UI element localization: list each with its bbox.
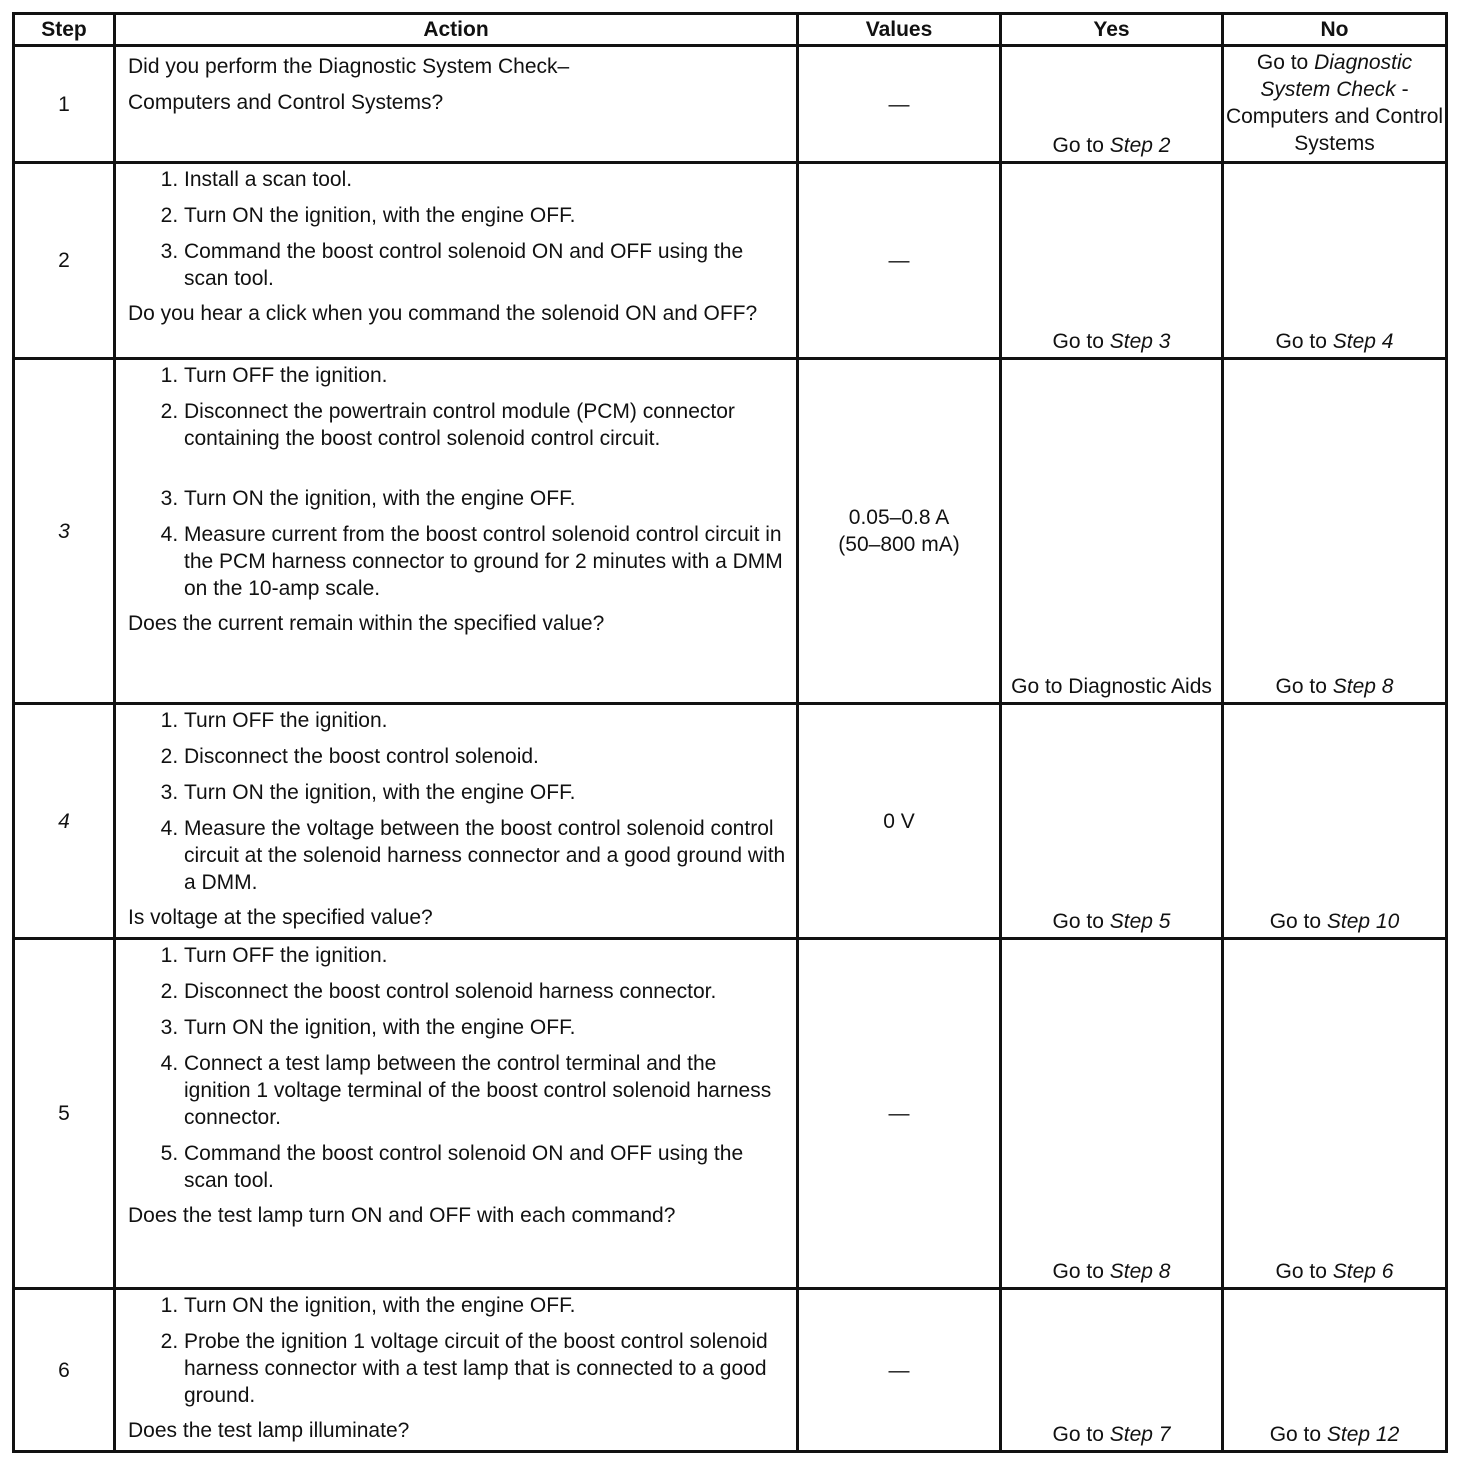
yes-prefix: Go to <box>1052 134 1110 157</box>
header-no: No <box>1223 14 1447 46</box>
no-cell <box>1223 163 1447 359</box>
yes-prefix: Go to <box>1052 910 1110 933</box>
action-item: 1. Turn OFF the ignition. <box>184 707 788 734</box>
yes-cell <box>1001 704 1223 939</box>
action-item: 3. Turn ON the ignition, with the engine OFF. <box>184 779 788 806</box>
header-row <box>14 14 1447 46</box>
yes-cell <box>1001 1289 1223 1452</box>
yes-step-link[interactable]: Step 5 <box>1109 910 1171 933</box>
action-item: 2. Turn ON the ignition, with the engine OFF. <box>184 202 788 229</box>
action-item: 1. Install a scan tool. <box>184 166 788 193</box>
yes-step-link[interactable]: Step 8 <box>1109 1260 1171 1283</box>
no-cell <box>1223 46 1447 163</box>
no-prefix: Go to <box>1275 330 1333 353</box>
values-cell <box>798 939 1001 1289</box>
question: Does the test lamp illuminate? <box>128 1419 410 1442</box>
action-item: 2. Disconnect the boost control solenoid. <box>184 743 788 770</box>
no-cell <box>1223 1289 1447 1452</box>
yes-cell <box>1001 939 1223 1289</box>
action-item: 3. Command the boost control solenoid ON and OFF using the scan tool. <box>184 238 788 292</box>
question: Does the current remain within the specified value? <box>128 612 605 635</box>
action-list <box>128 362 788 602</box>
yes-step-link[interactable]: Step 3 <box>1109 330 1171 353</box>
no-step-link[interactable]: Step 12 <box>1326 1423 1400 1446</box>
action-item: 2. Disconnect the powertrain control module (PCM) connector containing the boost control solenoid control circuit. <box>184 398 788 452</box>
table-row <box>14 704 1447 939</box>
no-step-link[interactable]: Step 10 <box>1326 910 1400 933</box>
question: Does the test lamp turn ON and OFF with each command? <box>128 1204 676 1227</box>
yes-text[interactable]: Go to Diagnostic Aids <box>1011 675 1212 698</box>
value-dash: — <box>888 1358 910 1382</box>
yes-prefix: Go to <box>1052 1423 1110 1446</box>
action-item: 3. Turn ON the ignition, with the engine OFF. <box>184 1014 788 1041</box>
action-item: 5. Command the boost control solenoid ON and OFF using the scan tool. <box>184 1140 788 1194</box>
question-line: Computers and Control Systems? <box>128 91 444 114</box>
step-number: 6 <box>14 1289 115 1452</box>
step-number: 4 <box>14 704 115 939</box>
table-row <box>14 46 1447 163</box>
values-cell <box>798 704 1001 939</box>
action-list <box>128 1292 788 1409</box>
header-yes: Yes <box>1001 14 1223 46</box>
values-cell <box>798 46 1001 163</box>
action-item: 4. Measure the voltage between the boost control solenoid control circuit at the solenoid harness connector and a good ground with a DMM. <box>184 815 788 896</box>
action-item: 1. Turn OFF the ignition. <box>184 942 788 969</box>
yes-prefix: Go to <box>1052 1260 1110 1283</box>
action-cell <box>115 359 798 704</box>
no-step-link[interactable]: Step 4 <box>1332 330 1394 353</box>
no-cell <box>1223 359 1447 704</box>
table-row <box>14 163 1447 359</box>
action-list <box>128 942 788 1194</box>
action-cell <box>115 939 798 1289</box>
yes-prefix: Go to <box>1052 330 1110 353</box>
question-line: Did you perform the Diagnostic System Check– <box>128 55 570 78</box>
action-item: 4. Connect a test lamp between the control terminal and the ignition 1 voltage terminal of the boost control solenoid harness connector. <box>184 1050 788 1131</box>
no-prefix: Go to <box>1269 910 1327 933</box>
diagnostic-table <box>12 12 1448 1453</box>
value-amps: 0.05–0.8 A <box>848 506 950 529</box>
step-number: 1 <box>14 46 115 163</box>
action-list <box>128 707 788 896</box>
value-volts: 0 V <box>883 809 915 833</box>
question: Do you hear a click when you command the solenoid ON and OFF? <box>128 302 758 325</box>
action-cell <box>115 1289 798 1452</box>
action-item: 1. Turn OFF the ignition. <box>184 362 788 389</box>
diagnostic-table-page <box>12 12 1448 1453</box>
action-item: 1. Turn ON the ignition, with the engine OFF. <box>184 1292 788 1319</box>
yes-cell <box>1001 46 1223 163</box>
value-dash: — <box>888 92 910 116</box>
action-cell <box>115 46 798 163</box>
action-list <box>128 166 788 292</box>
values-cell <box>798 163 1001 359</box>
value-dash: — <box>888 249 910 272</box>
no-cell <box>1223 939 1447 1289</box>
action-cell <box>115 704 798 939</box>
yes-step-link[interactable]: Step 2 <box>1109 134 1171 157</box>
value-milliamps: (50–800 mA) <box>838 533 960 556</box>
no-suffix: - Computers and Control Systems <box>1225 78 1444 155</box>
action-item: 2. Probe the ignition 1 voltage circuit of the boost control solenoid harness connector with a test lamp that is connected to a good ground. <box>184 1328 788 1409</box>
action-cell <box>115 163 798 359</box>
yes-cell <box>1001 359 1223 704</box>
step-number: 2 <box>14 163 115 359</box>
no-step-link[interactable]: Step 6 <box>1332 1260 1394 1283</box>
table-row <box>14 1289 1447 1452</box>
values-cell <box>798 1289 1001 1452</box>
action-item: 4. Measure current from the boost control solenoid control circuit in the PCM harness connector to ground for 2 minutes with a DMM on the 10-amp scale. <box>184 521 788 602</box>
no-step-link[interactable]: Diagnostic System Check <box>1260 51 1413 101</box>
table-row <box>14 939 1447 1289</box>
action-item: 2. Disconnect the boost control solenoid harness connector. <box>184 978 788 1005</box>
action-item: 3. Turn ON the ignition, with the engine OFF. <box>184 485 788 512</box>
no-prefix: Go to <box>1256 51 1315 74</box>
no-prefix: Go to <box>1275 1260 1333 1283</box>
no-prefix: Go to <box>1269 1423 1327 1446</box>
yes-cell <box>1001 163 1223 359</box>
step-number: 3 <box>14 359 115 704</box>
question: Is voltage at the specified value? <box>128 906 433 929</box>
header-values: Values <box>798 14 1001 46</box>
step-number: 5 <box>14 939 115 1289</box>
no-prefix: Go to <box>1275 675 1333 698</box>
values-cell <box>798 359 1001 704</box>
table-row <box>14 359 1447 704</box>
no-step-link[interactable]: Step 8 <box>1332 675 1394 698</box>
yes-step-link[interactable]: Step 7 <box>1109 1423 1171 1446</box>
no-cell <box>1223 704 1447 939</box>
value-dash: — <box>888 1102 910 1125</box>
header-action: Action <box>115 14 798 46</box>
header-step: Step <box>14 14 115 46</box>
